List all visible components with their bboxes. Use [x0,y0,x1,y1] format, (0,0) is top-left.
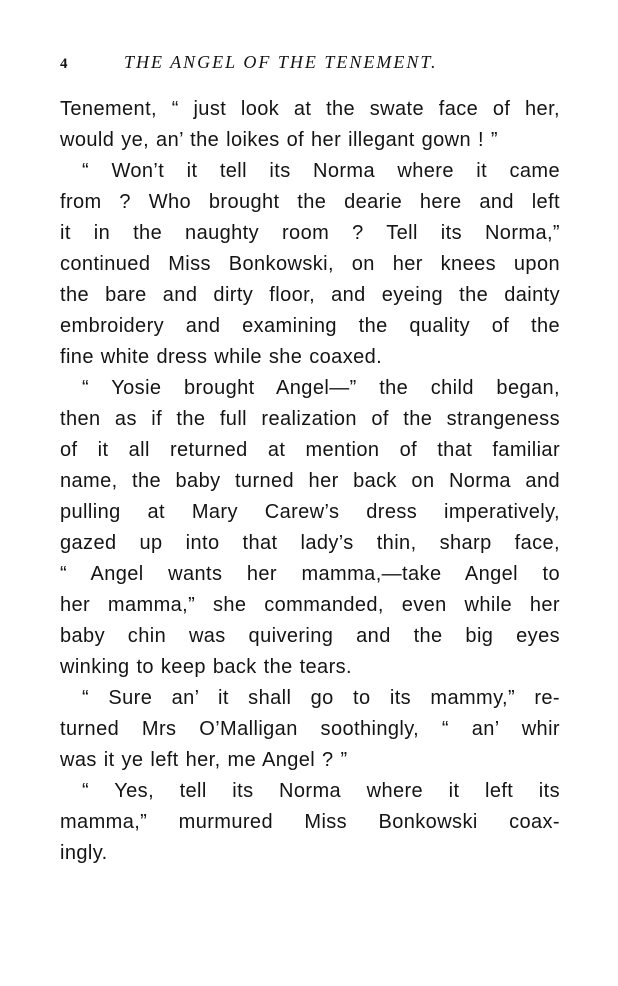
text-line: name, the baby turned her back on Norma and [60,470,560,492]
text-line: then as if the full realization of the strangeness [60,408,560,430]
page-number: 4 [60,56,68,72]
text-line: pulling at Mary Carew’s dress imperatively, [60,501,560,523]
text-line: mamma,” murmured Miss Bonkowski coax- [60,811,560,833]
text-line: “ Won’t it tell its Norma where it came [82,160,560,182]
text-line: baby chin was quivering and the big eyes [60,625,560,647]
text-line: ingly. [60,842,108,864]
text-line: “ Sure an’ it shall go to its mammy,” re- [82,687,560,709]
text-line: continued Miss Bonkowski, on her knees upon [60,253,560,275]
text-line: fine white dress while she coaxed. [60,346,383,368]
text-line: Tenement, “ just look at the swate face of her, [60,98,560,120]
body-text [60,94,560,869]
running-head [60,52,560,76]
text-line: turned Mrs O’Malligan soothingly, “ an’ whir [60,718,560,740]
running-title: THE ANGEL OF THE TENEMENT. [124,52,438,72]
text-line: embroidery and examining the quality of the [60,315,560,337]
text-line: it in the naughty room ? Tell its Norma,” [60,222,560,244]
text-line: gazed up into that lady’s thin, sharp face, [60,532,560,554]
text-line: from ? Who brought the dearie here and left [60,191,560,213]
text-line: winking to keep back the tears. [60,656,352,678]
text-line: was it ye left her, me Angel ? ” [60,749,348,771]
text-line: would ye, an’ the loikes of her illegant gown ! ” [60,129,498,151]
text-line: “ Angel wants her mamma,—take Angel to [60,563,560,585]
text-line: of it all returned at mention of that familiar [60,439,560,461]
text-line: “ Yes, tell its Norma where it left its [82,780,560,802]
text-line: the bare and dirty floor, and eyeing the dainty [60,284,560,306]
text-line: “ Yosie brought Angel—” the child began, [82,377,560,399]
text-line: her mamma,” she commanded, even while her [60,594,560,616]
